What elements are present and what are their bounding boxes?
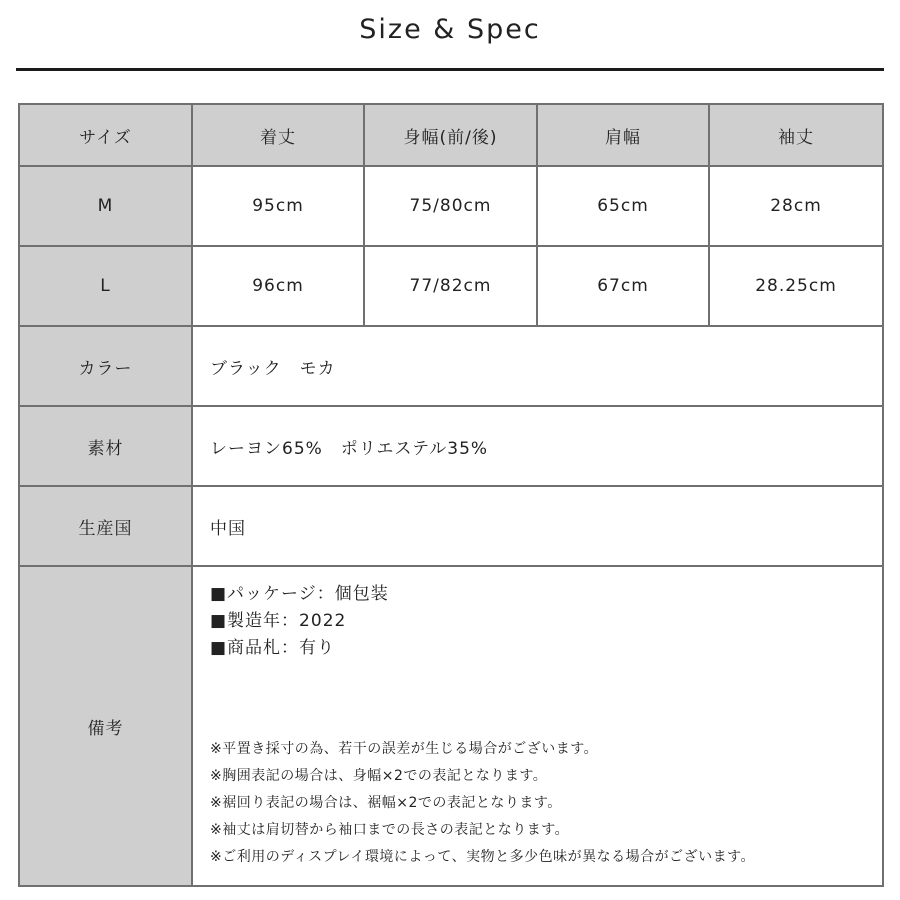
- header-width: 身幅(前/後): [364, 104, 537, 166]
- table-row: [19, 246, 883, 326]
- remarks-list: [210, 736, 755, 871]
- material-value: レーヨン65% ポリエステル35%: [192, 406, 883, 486]
- cell-l-sleeve: 28.25cm: [709, 246, 883, 326]
- notes-list: [210, 581, 882, 662]
- table-row: [19, 166, 883, 246]
- cell-m-length: 95cm: [192, 166, 364, 246]
- size-label-l: L: [19, 246, 192, 326]
- notes-cell: [192, 566, 883, 886]
- list-item: ■パッケージ：個包装: [210, 584, 389, 604]
- title-divider: [16, 68, 884, 71]
- header-sleeve: 袖丈: [709, 104, 883, 166]
- remark-item: ※平置き採寸の為、若干の誤差が生じる場合がございます。: [210, 741, 599, 757]
- size-header-row: [19, 104, 883, 166]
- cell-l-length: 96cm: [192, 246, 364, 326]
- cell-m-shoulder: 65cm: [537, 166, 709, 246]
- color-row: [19, 326, 883, 406]
- header-length: 着丈: [192, 104, 364, 166]
- origin-row: [19, 486, 883, 566]
- color-label: カラー: [19, 326, 192, 406]
- remark-item: ※裾回り表記の場合は、裾幅×2での表記となります。: [210, 795, 562, 811]
- origin-value: 中国: [192, 486, 883, 566]
- cell-m-sleeve: 28cm: [709, 166, 883, 246]
- cell-l-width: 77/82cm: [364, 246, 537, 326]
- list-item: ■製造年：2022: [210, 611, 347, 631]
- page-title: Size & Spec: [359, 14, 541, 45]
- material-label: 素材: [19, 406, 192, 486]
- remark-item: ※胸囲表記の場合は、身幅×2での表記となります。: [210, 768, 548, 784]
- remark-item: ※ご利用のディスプレイ環境によって、実物と多少色味が異なる場合がございます。: [210, 849, 755, 865]
- cell-m-width: 75/80cm: [364, 166, 537, 246]
- header-size: サイズ: [19, 104, 192, 166]
- size-label-m: M: [19, 166, 192, 246]
- notes-row: [19, 566, 883, 886]
- origin-label: 生産国: [19, 486, 192, 566]
- material-row: [19, 406, 883, 486]
- list-item: ■商品札：有り: [210, 638, 336, 658]
- header-shoulder: 肩幅: [537, 104, 709, 166]
- remark-item: ※袖丈は肩切替から袖口までの長さの表記となります。: [210, 822, 570, 838]
- color-value: ブラック モカ: [192, 326, 883, 406]
- cell-l-shoulder: 67cm: [537, 246, 709, 326]
- notes-label: 備考: [19, 566, 192, 886]
- spec-table: [18, 103, 884, 887]
